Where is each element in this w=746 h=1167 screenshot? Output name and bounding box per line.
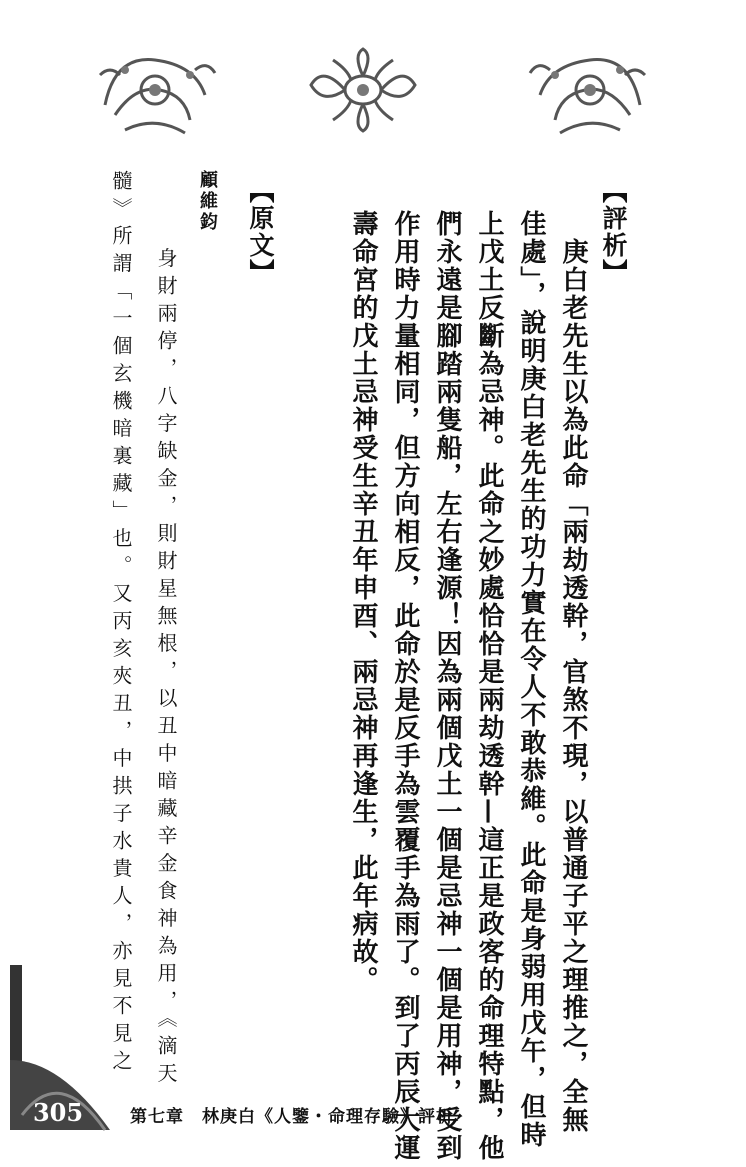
chapter-title: 第七章 林庚白《人鑒・命理存驗》評析 <box>130 1107 454 1127</box>
review-line-5: 作用時力量相同，但方向相反，此命於是反手為雲覆手為雨了。到了丙辰大運 <box>390 210 420 1162</box>
original-heading: 【原文】 <box>246 178 275 286</box>
review-line-2: 佳處」，說明庚白老先生的功力實在令人不敢恭維。此命是身弱用戊午，但時 <box>516 210 546 1149</box>
floral-ornament-center-icon <box>303 45 423 135</box>
original-line-2: 髓》所謂「一個玄機暗裏藏」也。又丙亥夾丑，中拱子水貴人，亦見不見之 <box>109 170 133 1078</box>
review-heading: 【評析】 <box>599 178 628 286</box>
original-author: 顧維鈞 <box>197 170 218 233</box>
review-line-4: 們永遠是腳踏兩隻船，左右逢源！因為兩個戊土一個是忌神一個是用神，受到 <box>432 210 462 1162</box>
page-number: 305 <box>32 1098 84 1127</box>
dragon-ornament-right-icon <box>525 35 650 140</box>
original-line-1: 身財兩停，八字缺金，則財星無根，以丑中暗藏辛金食神為用，《滴天 <box>154 220 178 1090</box>
review-line-3: 上戊土反斷為忌神。此命之妙處恰恰是兩劫透幹—這正是政客的命理特點，他 <box>474 210 504 1162</box>
review-line-1: 庚白老先生以為此命「兩劫透幹，官煞不現，以普通子平之理推之，全無 <box>558 210 588 1134</box>
review-line-6: 壽命宮的戊土忌神受生辛丑年申酉、兩忌神再逢生，此年病故。 <box>348 210 378 994</box>
dragon-ornament-left-icon <box>95 35 220 140</box>
